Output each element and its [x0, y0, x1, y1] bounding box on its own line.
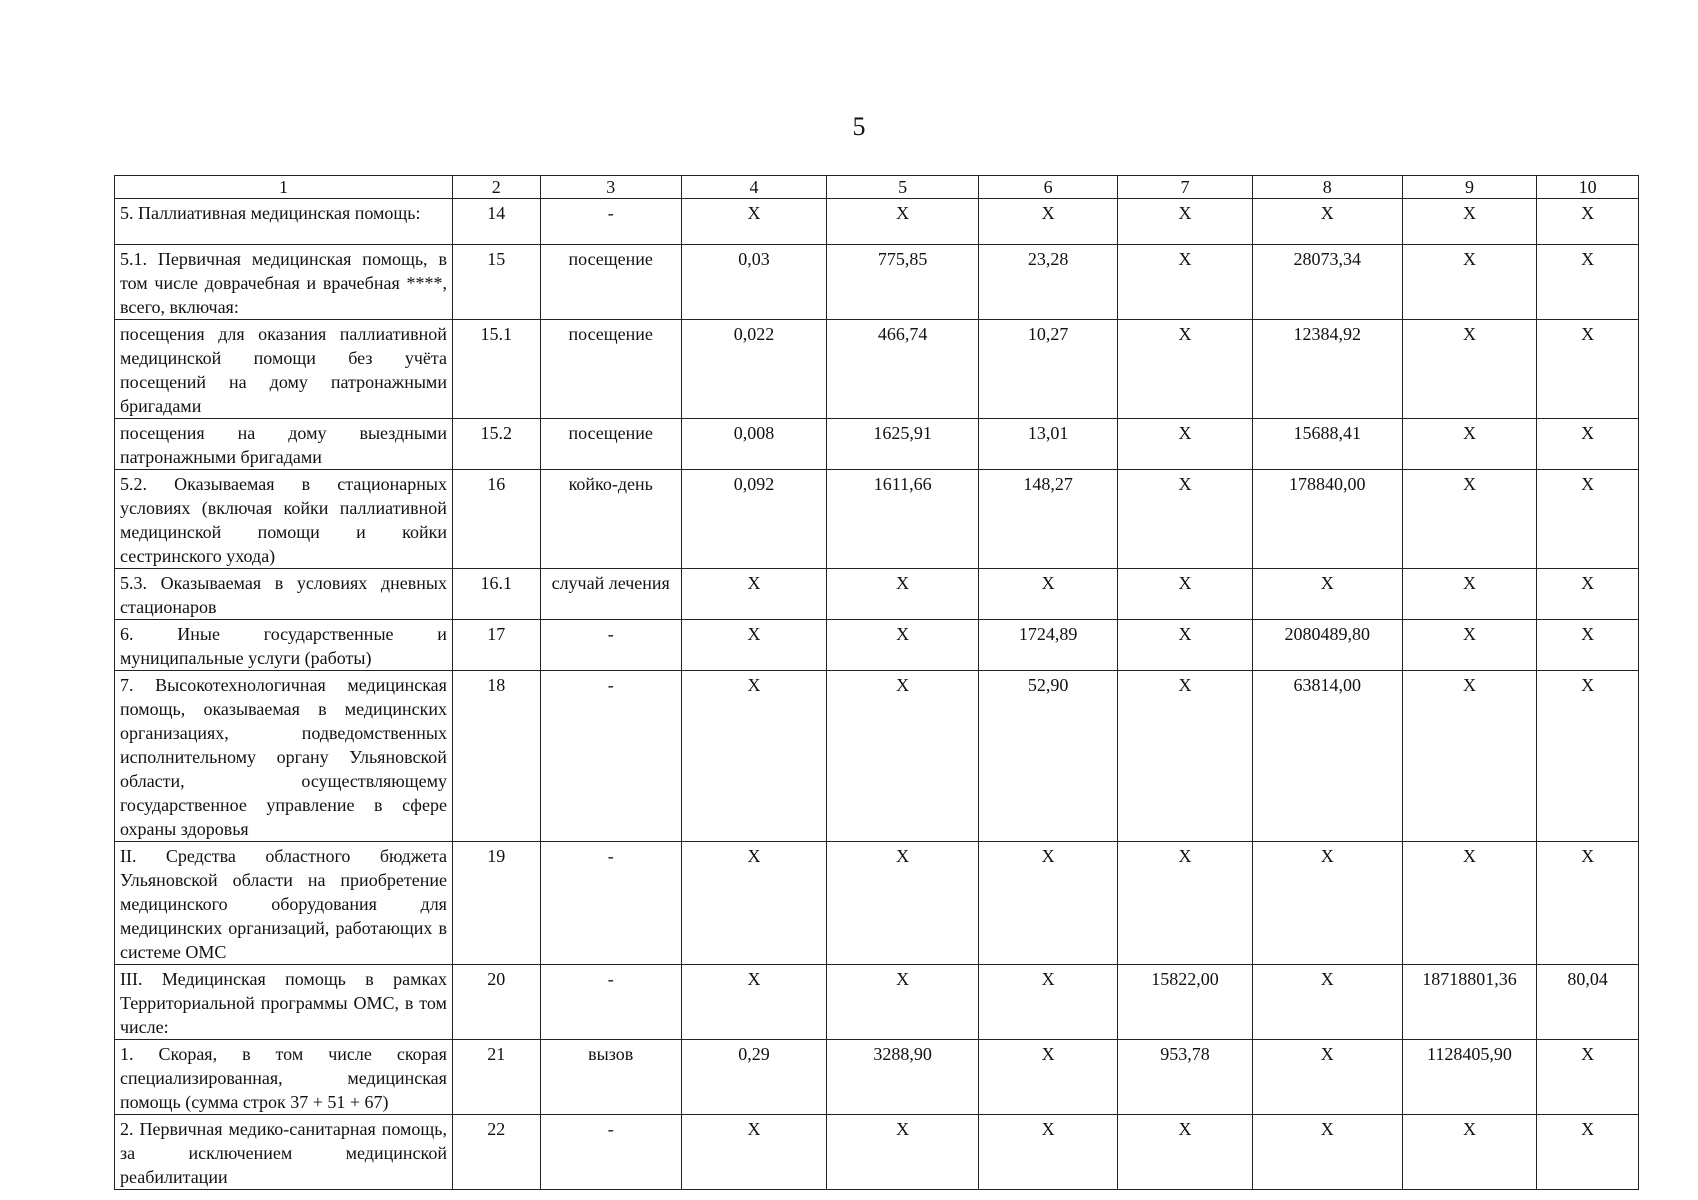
- table-cell: X: [681, 199, 826, 245]
- table-cell: X: [1118, 620, 1253, 671]
- table-cell: 466,74: [827, 320, 979, 419]
- table-cell: 12384,92: [1252, 320, 1402, 419]
- table-cell: X: [1118, 199, 1253, 245]
- header-row: [115, 176, 1639, 199]
- table-cell: 10,27: [979, 320, 1118, 419]
- table-cell: 15688,41: [1252, 419, 1402, 470]
- table-row: [115, 419, 1639, 470]
- table-row: [115, 1115, 1639, 1190]
- table-cell: X: [979, 569, 1118, 620]
- table-cell: X: [681, 671, 826, 842]
- table-cell: X: [1537, 419, 1639, 470]
- page-number: 5: [852, 112, 866, 141]
- table-row: [115, 470, 1639, 569]
- column-header: 9: [1402, 176, 1537, 199]
- table-row: [115, 320, 1639, 419]
- table-cell: 1128405,90: [1402, 1040, 1537, 1115]
- table-cell: 21: [452, 1040, 540, 1115]
- table-cell: X: [1537, 569, 1639, 620]
- table-row: [115, 569, 1639, 620]
- table-cell: 17: [452, 620, 540, 671]
- row-name: 6. Иные государственные и муниципальные услуги (работы): [115, 620, 453, 671]
- table-cell: X: [1252, 199, 1402, 245]
- table-cell: X: [827, 1115, 979, 1190]
- table-cell: X: [1402, 1115, 1537, 1190]
- table-cell: X: [1402, 671, 1537, 842]
- table-row: [115, 671, 1639, 842]
- table-cell: X: [1118, 245, 1253, 320]
- table-row: [115, 842, 1639, 965]
- column-header: 7: [1118, 176, 1253, 199]
- table-cell: 14: [452, 199, 540, 245]
- table-cell: X: [1402, 320, 1537, 419]
- row-name: II. Средства областного бюджета Ульяновской области на приобретение медицинского оборудования для медицинских организаций, работающих в системе ОМС: [115, 842, 453, 965]
- column-header: 10: [1537, 176, 1639, 199]
- table-cell: X: [1252, 965, 1402, 1040]
- table-cell: 1724,89: [979, 620, 1118, 671]
- table-cell: 0,29: [681, 1040, 826, 1115]
- table-cell: X: [1118, 1115, 1253, 1190]
- row-name: посещения для оказания паллиативной медицинской помощи без учёта посещений на дому патронажными бригадами: [115, 320, 453, 419]
- table-cell: X: [1252, 842, 1402, 965]
- table-cell: 80,04: [1537, 965, 1639, 1040]
- table-cell: X: [1402, 569, 1537, 620]
- table-row: [115, 965, 1639, 1040]
- table-cell: X: [827, 199, 979, 245]
- table-cell: X: [1537, 245, 1639, 320]
- column-header: 8: [1252, 176, 1402, 199]
- table-cell: 23,28: [979, 245, 1118, 320]
- table-cell: X: [1402, 199, 1537, 245]
- table-cell: X: [1118, 671, 1253, 842]
- table-cell: X: [1537, 671, 1639, 842]
- table-cell: посещение: [540, 419, 681, 470]
- row-name: 5.1. Первичная медицинская помощь, в том числе доврачебная и врачебная ****, всего, включая:: [115, 245, 453, 320]
- table-cell: X: [1252, 1040, 1402, 1115]
- table-cell: 15.2: [452, 419, 540, 470]
- table-cell: -: [540, 965, 681, 1040]
- row-name: III. Медицинская помощь в рамках Территориальной программы ОМС, в том числе:: [115, 965, 453, 1040]
- table-cell: X: [1118, 419, 1253, 470]
- row-name: 5.3. Оказываемая в условиях дневных стационаров: [115, 569, 453, 620]
- column-header: 2: [452, 176, 540, 199]
- table-cell: 0,022: [681, 320, 826, 419]
- table-cell: X: [827, 569, 979, 620]
- table-row: [115, 199, 1639, 245]
- table-cell: посещение: [540, 245, 681, 320]
- table-cell: X: [681, 842, 826, 965]
- table-cell: 15.1: [452, 320, 540, 419]
- table-cell: 1625,91: [827, 419, 979, 470]
- table-cell: -: [540, 671, 681, 842]
- column-header: 5: [827, 176, 979, 199]
- table-cell: вызов: [540, 1040, 681, 1115]
- table-cell: 13,01: [979, 419, 1118, 470]
- table-cell: X: [979, 965, 1118, 1040]
- table-cell: 18718801,36: [1402, 965, 1537, 1040]
- table-cell: X: [1537, 1040, 1639, 1115]
- table-cell: X: [1537, 1115, 1639, 1190]
- table-row: [115, 620, 1639, 671]
- table-cell: X: [827, 671, 979, 842]
- table-cell: -: [540, 620, 681, 671]
- row-name: 5. Паллиативная медицинская помощь:: [115, 199, 453, 245]
- table-cell: 148,27: [979, 470, 1118, 569]
- table-cell: 20: [452, 965, 540, 1040]
- table-cell: случай лечения: [540, 569, 681, 620]
- row-name: 1. Скорая, в том числе скорая специализированная, медицинская помощь (сумма строк 37 + 51 + 67): [115, 1040, 453, 1115]
- table-cell: X: [681, 620, 826, 671]
- row-name: 5.2. Оказываемая в стационарных условиях (включая койки паллиативной медицинской помощи и койки сестринского ухода): [115, 470, 453, 569]
- table-cell: X: [1118, 470, 1253, 569]
- table-cell: 3288,90: [827, 1040, 979, 1115]
- row-name: 2. Первичная медико-санитарная помощь, за исключением медицинской реабилитации: [115, 1115, 453, 1190]
- table-cell: X: [1252, 1115, 1402, 1190]
- table-cell: 19: [452, 842, 540, 965]
- table-cell: 63814,00: [1252, 671, 1402, 842]
- table-cell: X: [1537, 320, 1639, 419]
- table-cell: 18: [452, 671, 540, 842]
- column-header: 1: [115, 176, 453, 199]
- table-cell: X: [681, 569, 826, 620]
- table-cell: X: [1537, 470, 1639, 569]
- table-row: [115, 1040, 1639, 1115]
- table-cell: X: [681, 1115, 826, 1190]
- column-header: 4: [681, 176, 826, 199]
- table-cell: X: [827, 620, 979, 671]
- table-cell: 16: [452, 470, 540, 569]
- column-header: 3: [540, 176, 681, 199]
- table-cell: 0,008: [681, 419, 826, 470]
- table-body: [115, 199, 1639, 1190]
- table-cell: X: [979, 1040, 1118, 1115]
- column-header: 6: [979, 176, 1118, 199]
- table-cell: 16.1: [452, 569, 540, 620]
- table-cell: X: [1402, 842, 1537, 965]
- table-cell: 22: [452, 1115, 540, 1190]
- table-cell: X: [1537, 620, 1639, 671]
- table-cell: посещение: [540, 320, 681, 419]
- table-row: [115, 245, 1639, 320]
- table-cell: X: [827, 842, 979, 965]
- table-cell: -: [540, 199, 681, 245]
- table-cell: X: [1252, 569, 1402, 620]
- table-cell: 15: [452, 245, 540, 320]
- table-cell: 953,78: [1118, 1040, 1253, 1115]
- table-cell: X: [1402, 620, 1537, 671]
- table-cell: X: [1537, 199, 1639, 245]
- table-cell: X: [1402, 470, 1537, 569]
- table-cell: 0,03: [681, 245, 826, 320]
- table-cell: X: [681, 965, 826, 1040]
- table-cell: 0,092: [681, 470, 826, 569]
- table-cell: 1611,66: [827, 470, 979, 569]
- norms-table: [114, 175, 1639, 1190]
- row-name: 7. Высокотехнологичная медицинская помощь, оказываемая в медицинских организациях, подведомственных исполнительному органу Ульяновской области, осуществляющему государственное управление в сфере охраны здоровья: [115, 671, 453, 842]
- table-cell: 28073,34: [1252, 245, 1402, 320]
- row-name: посещения на дому выездными патронажными бригадами: [115, 419, 453, 470]
- table-cell: X: [1118, 842, 1253, 965]
- table-cell: X: [979, 199, 1118, 245]
- table-cell: X: [1537, 842, 1639, 965]
- table-cell: 775,85: [827, 245, 979, 320]
- table-cell: -: [540, 842, 681, 965]
- table-cell: X: [1402, 245, 1537, 320]
- table-cell: X: [1118, 569, 1253, 620]
- table-cell: X: [1402, 419, 1537, 470]
- table-cell: 2080489,80: [1252, 620, 1402, 671]
- table-cell: 15822,00: [1118, 965, 1253, 1040]
- table-cell: 52,90: [979, 671, 1118, 842]
- table-cell: X: [979, 1115, 1118, 1190]
- table-cell: койко-день: [540, 470, 681, 569]
- table-cell: -: [540, 1115, 681, 1190]
- table-cell: X: [979, 842, 1118, 965]
- table-cell: 178840,00: [1252, 470, 1402, 569]
- table-cell: X: [1118, 320, 1253, 419]
- table-cell: X: [827, 965, 979, 1040]
